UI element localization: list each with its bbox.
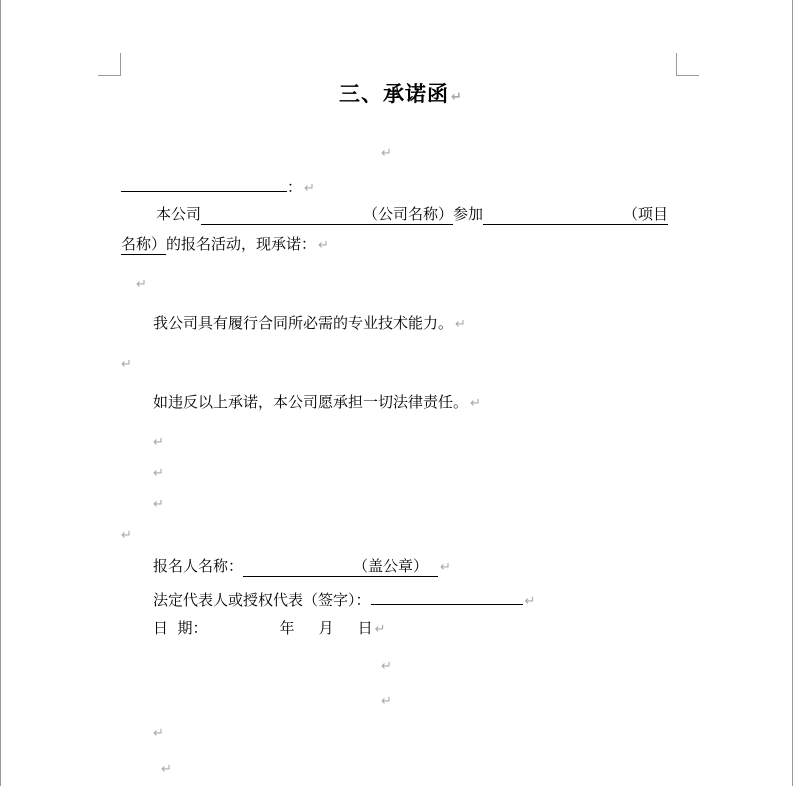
applicant-name-field[interactable] xyxy=(243,557,438,577)
empty-paragraph xyxy=(121,353,132,375)
representative-label: 法定代表人或授权代表（签字）： xyxy=(153,591,371,609)
representative-signature-field[interactable] xyxy=(371,587,523,605)
commitment-2-line xyxy=(153,392,481,414)
empty-paragraph xyxy=(121,524,132,546)
paragraph-mark-icon: ↵ xyxy=(455,317,466,332)
paragraph-mark-icon: ↵ xyxy=(381,694,392,709)
paragraph-mark-icon: ↵ xyxy=(121,528,132,543)
commitment-1-line xyxy=(153,313,466,335)
date-day: 日 xyxy=(357,619,373,637)
applicant-line xyxy=(153,556,451,578)
paragraph-mark-icon: ↵ xyxy=(153,435,164,450)
paragraph-mark-icon: ↵ xyxy=(374,622,386,637)
intro-join: 参加 xyxy=(453,205,484,223)
paragraph-mark-icon: ↵ xyxy=(161,762,172,777)
commitment-2: 如违反以上承诺，本公司愿承担一切法律责任。 xyxy=(153,393,469,411)
margin-corner-top-right xyxy=(676,53,699,76)
empty-paragraph xyxy=(153,462,164,484)
empty-paragraph xyxy=(136,273,147,295)
paragraph-mark-icon: ↵ xyxy=(318,238,329,253)
date-line xyxy=(153,618,386,640)
document-title-line xyxy=(339,81,463,108)
margin-corner-top-left xyxy=(98,53,121,76)
paragraph-mark-icon: ↵ xyxy=(153,497,164,512)
paragraph-mark-icon: ↵ xyxy=(381,146,392,161)
empty-paragraph xyxy=(381,690,392,712)
paragraph-mark-icon: ↵ xyxy=(153,726,164,741)
paragraph-mark-icon: ↵ xyxy=(451,90,463,105)
paragraph-mark-icon: ↵ xyxy=(304,181,315,196)
commitment-1: 我公司具有履行合同所必需的专业技术能力。 xyxy=(153,314,454,332)
intro-prefix: 本公司 xyxy=(156,205,202,223)
addressee-colon: ： xyxy=(287,178,303,196)
document-title: 三、承诺函 xyxy=(339,81,449,106)
empty-paragraph xyxy=(381,655,392,677)
intro-line-2 xyxy=(121,234,329,256)
paragraph-mark-icon: ↵ xyxy=(136,277,147,292)
seal-hint: （盖公章） xyxy=(353,557,429,575)
empty-paragraph xyxy=(153,493,164,515)
representative-line xyxy=(153,587,535,612)
intro-line-1 xyxy=(156,204,668,224)
project-name-field-1[interactable] xyxy=(483,205,668,225)
date-label: 日 期： xyxy=(153,619,208,637)
project-name-hint-1: （项目 xyxy=(623,205,669,223)
paragraph-mark-icon: ↵ xyxy=(470,396,481,411)
empty-paragraph xyxy=(381,142,392,164)
empty-paragraph xyxy=(161,758,172,780)
project-name-field-2[interactable] xyxy=(121,235,166,255)
project-name-hint-2: 名称） xyxy=(121,235,167,253)
paragraph-mark-icon: ↵ xyxy=(381,659,392,674)
addressee-blank[interactable] xyxy=(121,174,287,192)
paragraph-mark-icon: ↵ xyxy=(153,466,164,481)
intro-suffix: 的报名活动，现承诺： xyxy=(166,235,317,253)
paragraph-mark-icon: ↵ xyxy=(440,560,451,575)
company-name-field[interactable] xyxy=(201,205,453,225)
empty-paragraph xyxy=(153,722,164,744)
empty-paragraph xyxy=(153,431,164,453)
company-name-hint: （公司名称） xyxy=(363,205,454,223)
applicant-label: 报名人名称： xyxy=(153,557,244,575)
date-month: 月 xyxy=(318,619,334,637)
date-year: 年 xyxy=(279,619,295,637)
paragraph-mark-icon: ↵ xyxy=(524,594,536,609)
addressee-line xyxy=(121,174,315,199)
paragraph-mark-icon: ↵ xyxy=(121,357,132,372)
